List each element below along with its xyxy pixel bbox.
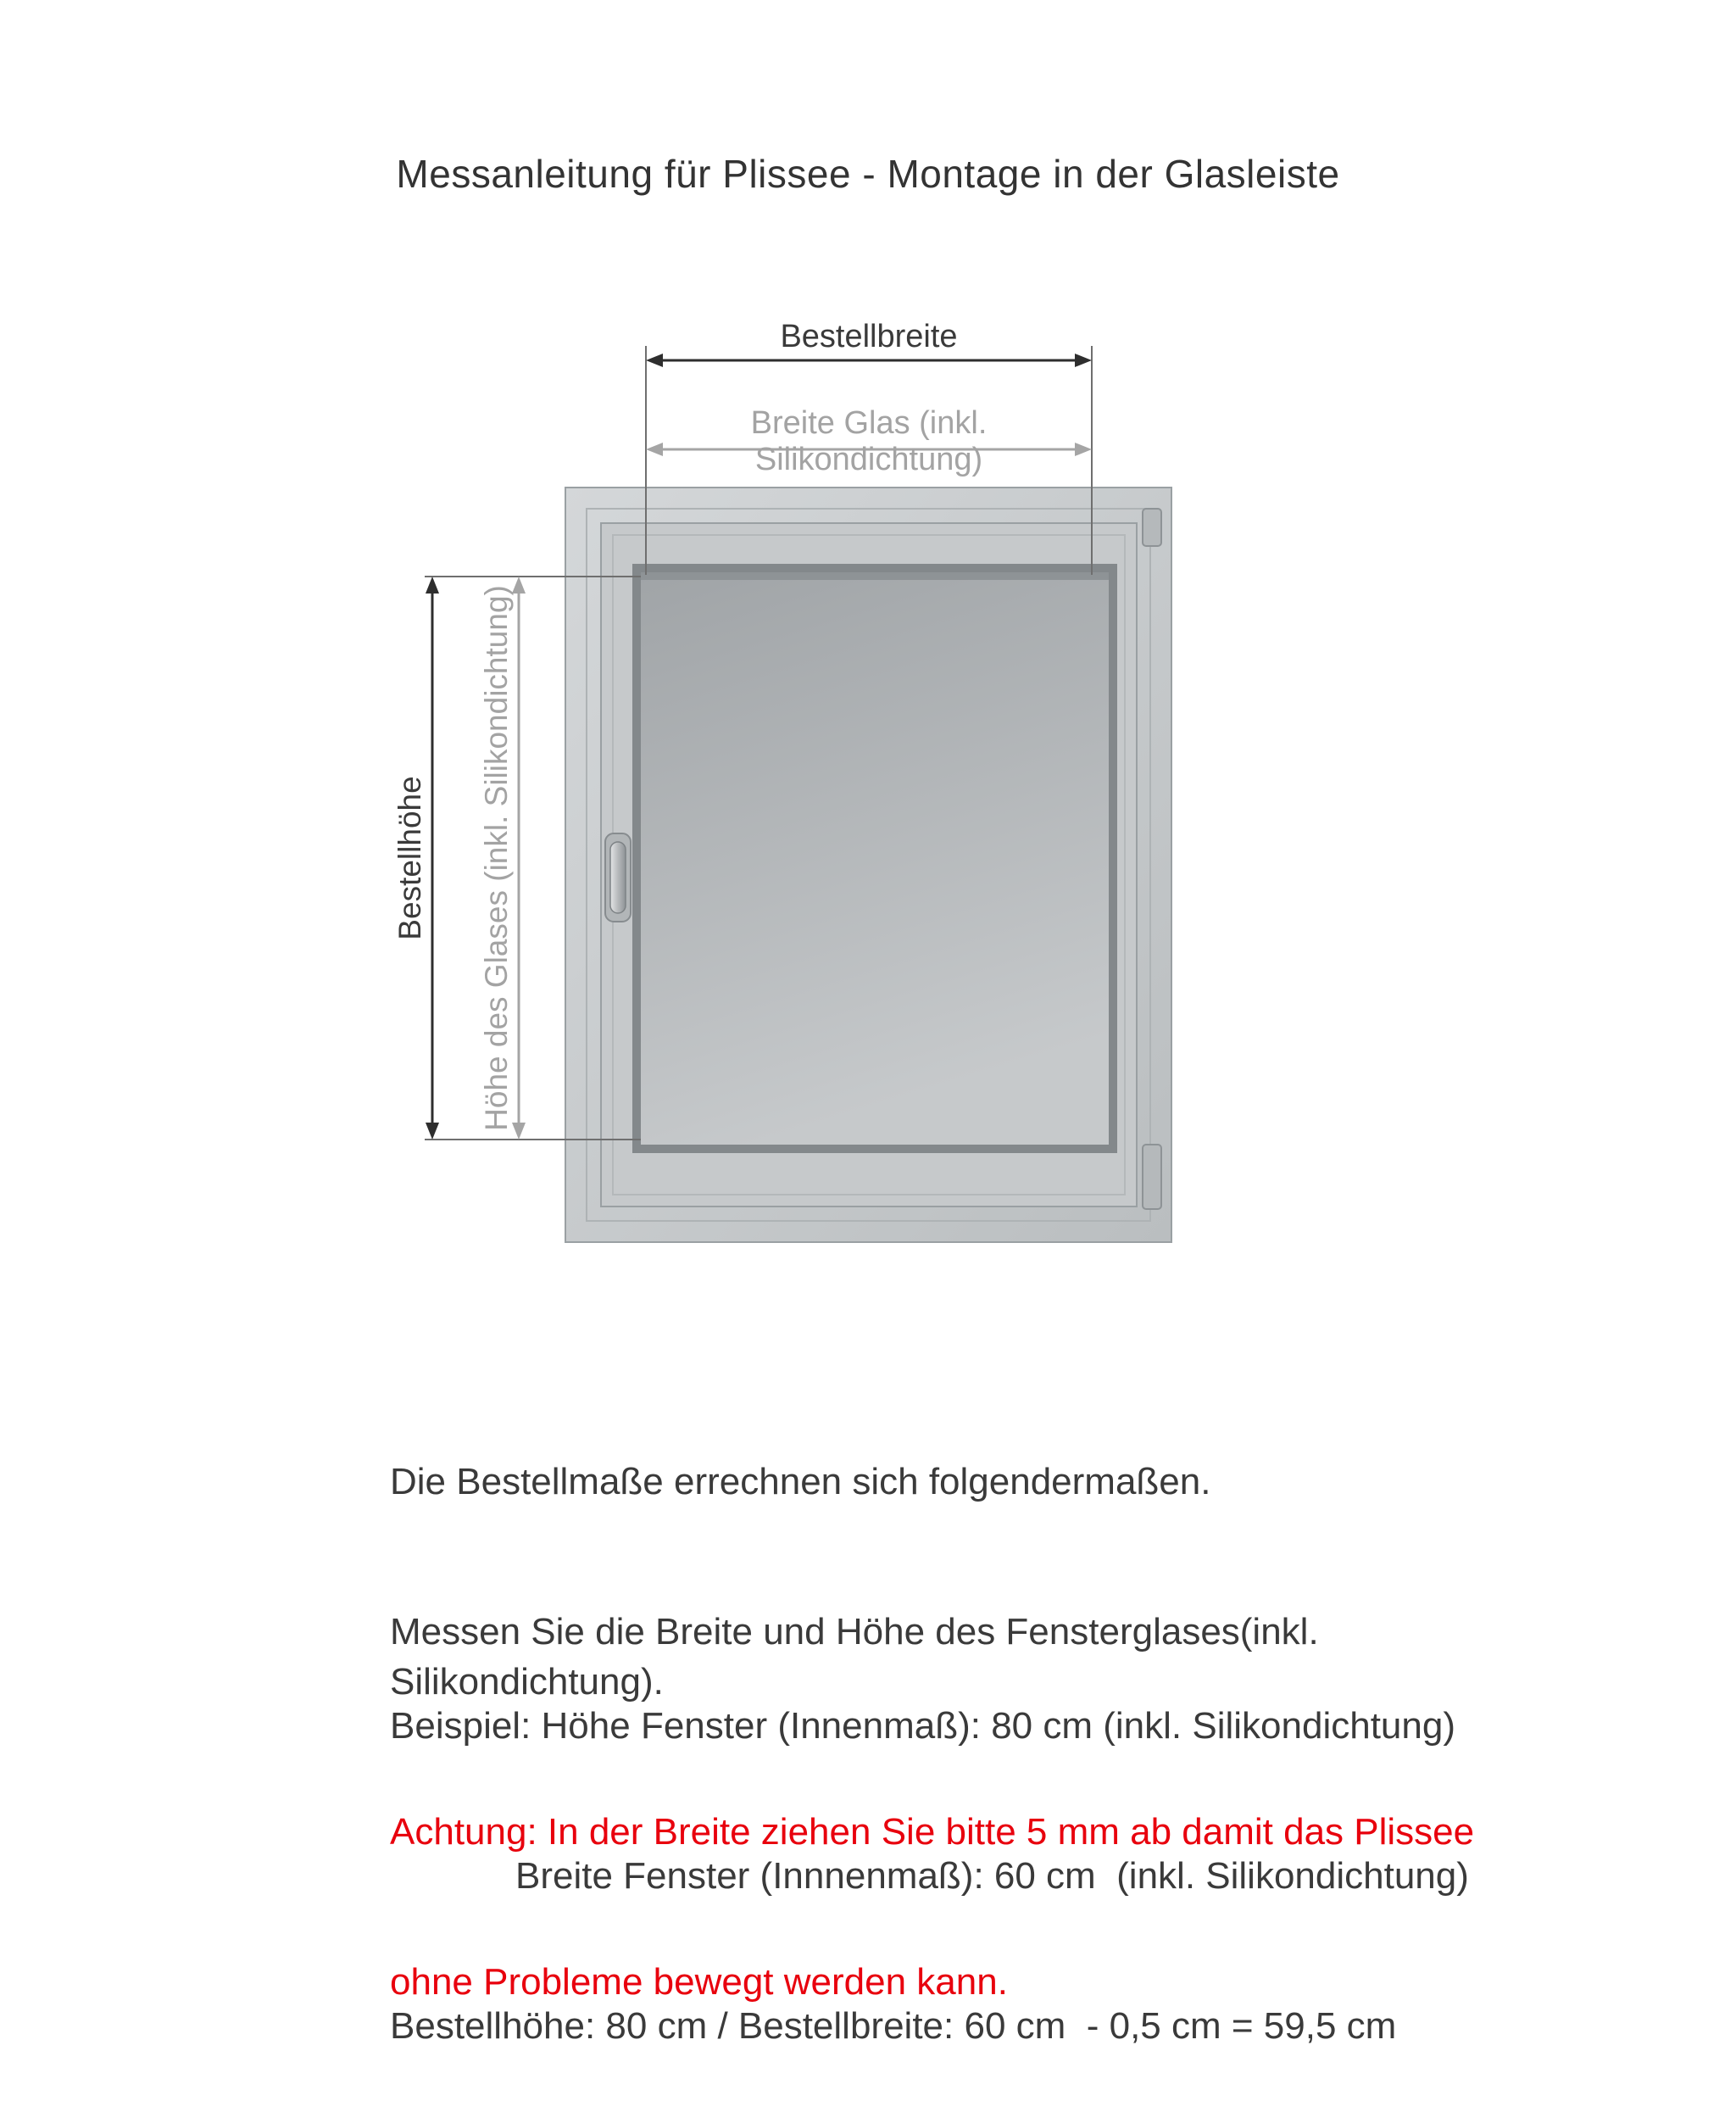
warning-line-1: Achtung: In der Breite ziehen Sie bitte 5 mm ab damit das Plissee — [390, 1811, 1475, 1853]
glass-height-label: Höhe des Glases (inkl. Silikondichtung) — [479, 585, 514, 1131]
glass-top-rail — [641, 572, 1109, 580]
example-line-2: Breite Fenster (Innnenmaß): 60 cm (inkl. Silikondichtung) — [515, 1855, 1469, 1897]
order-width-arrow — [646, 354, 1092, 367]
window-illustration — [565, 488, 1171, 1242]
page-title: Messanleitung für Plissee - Montage in der Glasleiste — [396, 152, 1340, 196]
window-handle-icon — [605, 833, 631, 922]
hinge-top-icon — [1143, 509, 1161, 546]
order-height-label: Bestellhöhe — [392, 776, 427, 940]
hinge-bottom-icon — [1143, 1145, 1161, 1209]
example-line-1: Beispiel: Höhe Fenster (Innenmaß): 80 cm (inkl. Silikondichtung) — [390, 1705, 1455, 1747]
warning-line-2: ohne Probleme bewegt werden kann. — [390, 1961, 1008, 2003]
window-glass — [641, 572, 1109, 1145]
glass-width-label: Breite Glas (inkl. Silikondichtung) — [750, 405, 988, 477]
instructions-line-1: Die Bestellmaße errechnen sich folgendermaßen. — [390, 1461, 1211, 1502]
example-block — [390, 1601, 1509, 2101]
instructions-line-2: Messen Sie die Breite und Höhe des Fensterglases(inkl. Silikondichtung). — [390, 1611, 1329, 1703]
example-line-3: Bestellhöhe: 80 cm / Bestellbreite: 60 cm - 0,5 cm = 59,5 cm — [390, 2005, 1397, 2047]
order-width-label: Bestellbreite — [780, 319, 958, 354]
